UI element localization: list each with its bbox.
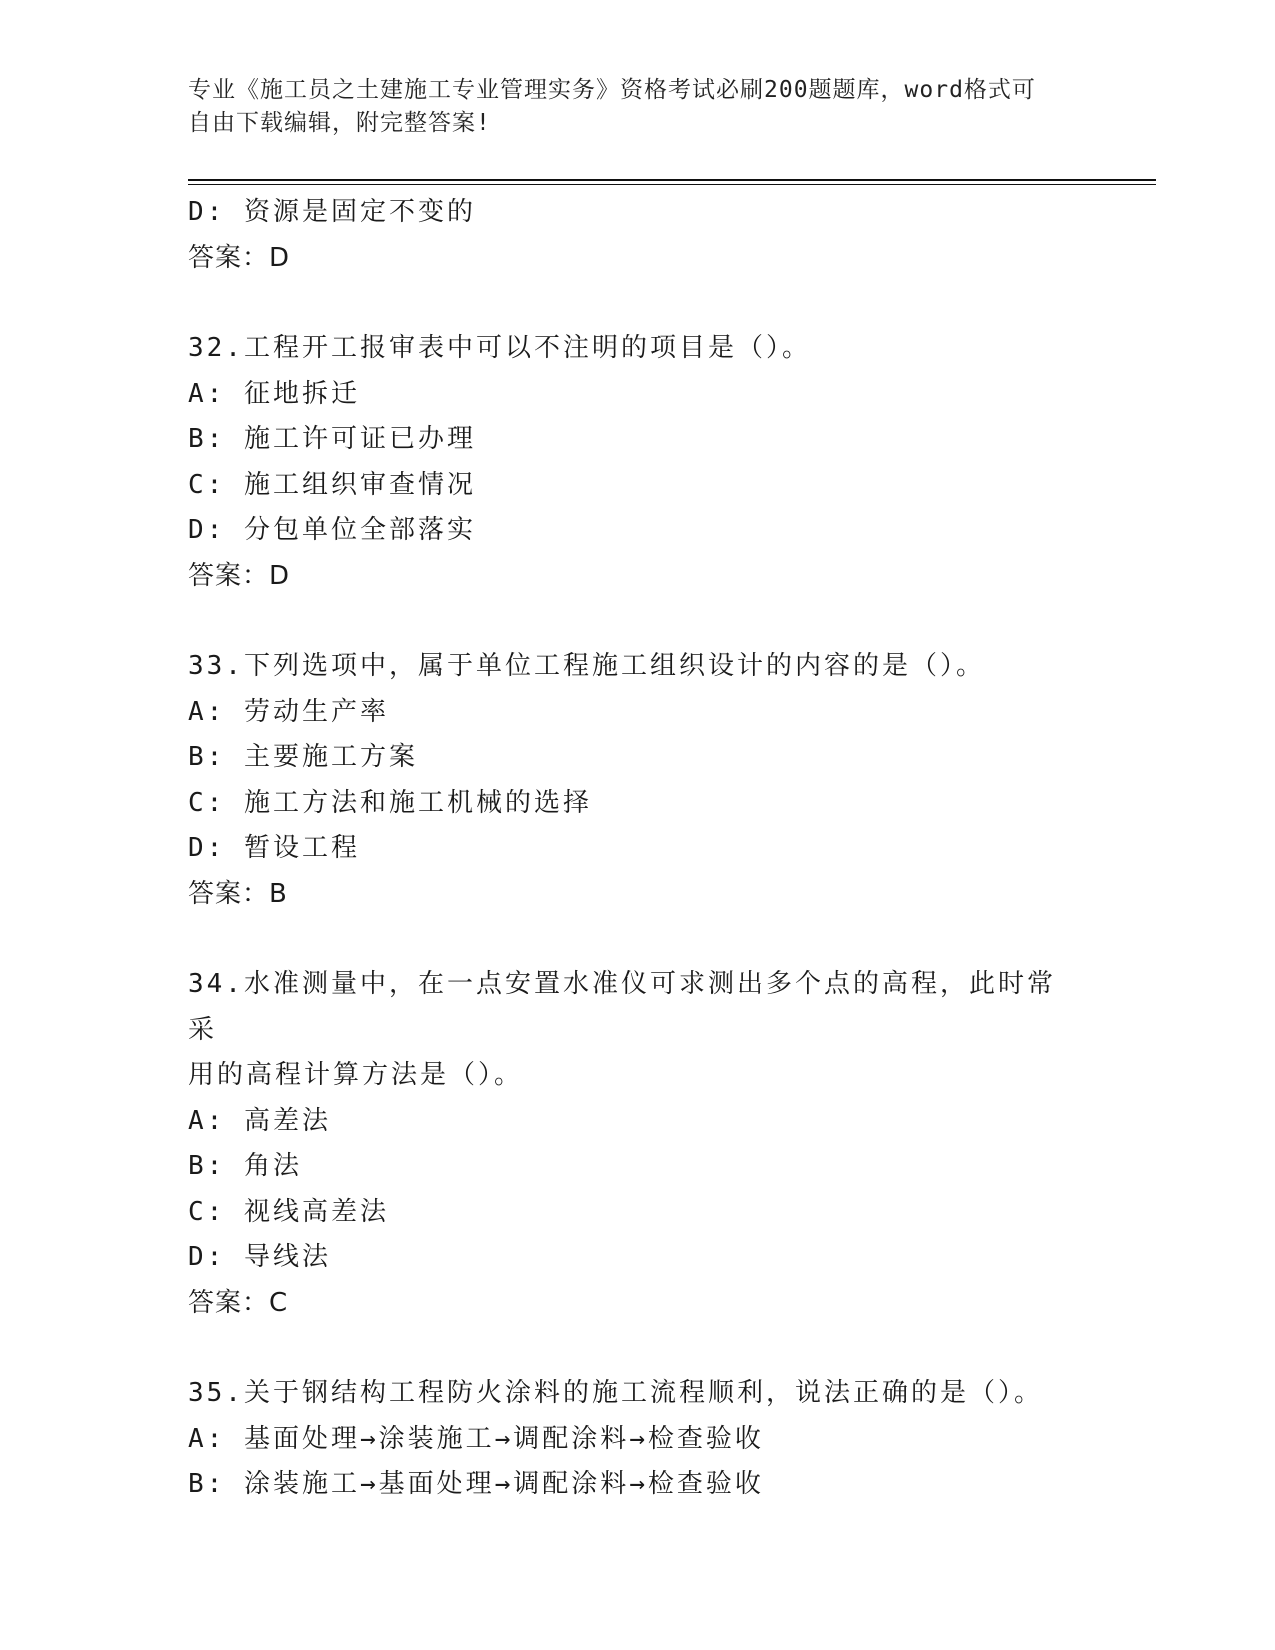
previous-question-tail (188, 190, 1088, 281)
question-text: 33.下列选项中，属于单位工程施工组织设计的内容的是（）。 (188, 651, 985, 681)
question-34 (188, 962, 1088, 1326)
document-header (188, 74, 1088, 140)
option-d: D: 导线法 (188, 1242, 331, 1272)
header-line-1: 专业《施工员之土建施工专业管理实务》资格考试必刷200题题库，word格式可 (188, 77, 1036, 103)
question-text: 35.关于钢结构工程防火涂料的施工流程顺利，说法正确的是（）。 (188, 1378, 1043, 1408)
option-b: B: 施工许可证已办理 (188, 424, 476, 454)
option-b: B: 角法 (188, 1151, 302, 1181)
option-b: B: 主要施工方案 (188, 742, 418, 772)
option-b: B: 涂装施工→基面处理→调配涂料→检查验收 (188, 1469, 764, 1499)
answer-line: 答案：D (188, 560, 291, 591)
question-content (188, 190, 1088, 1508)
header-line-2: 自由下载编辑，附完整答案! (188, 110, 491, 136)
option-a: A: 征地拆迁 (188, 378, 360, 409)
header-rule-thick (188, 179, 1156, 181)
answer-line: 答案：C (188, 1287, 289, 1318)
answer-line: 答案：D (188, 242, 291, 273)
header-rule-thin (188, 184, 1156, 185)
option-c: C: 施工组织审查情况 (188, 469, 476, 500)
option-c: C: 视线高差法 (188, 1196, 389, 1227)
question-text: 32.工程开工报审表中可以不注明的项目是（）。 (188, 333, 811, 363)
option-d: D: 分包单位全部落实 (188, 515, 476, 545)
question-32 (188, 326, 1088, 599)
question-35 (188, 1371, 1088, 1508)
option-a: A: 劳动生产率 (188, 696, 389, 727)
question-33 (188, 644, 1088, 917)
answer-line: 答案：B (188, 878, 288, 909)
question-text-line-2: 用的高程计算方法是（）。 (188, 1060, 524, 1090)
option-a: A: 基面处理→涂装施工→调配涂料→检查验收 (188, 1423, 764, 1454)
option-c: C: 施工方法和施工机械的选择 (188, 787, 592, 818)
option-d: D: 暂设工程 (188, 833, 360, 863)
question-text-line-1: 34.水准测量中，在一点安置水准仪可求测出多个点的高程，此时常采 (188, 969, 1056, 1045)
option-a: A: 高差法 (188, 1105, 331, 1136)
option-d: D: 资源是固定不变的 (188, 197, 476, 227)
